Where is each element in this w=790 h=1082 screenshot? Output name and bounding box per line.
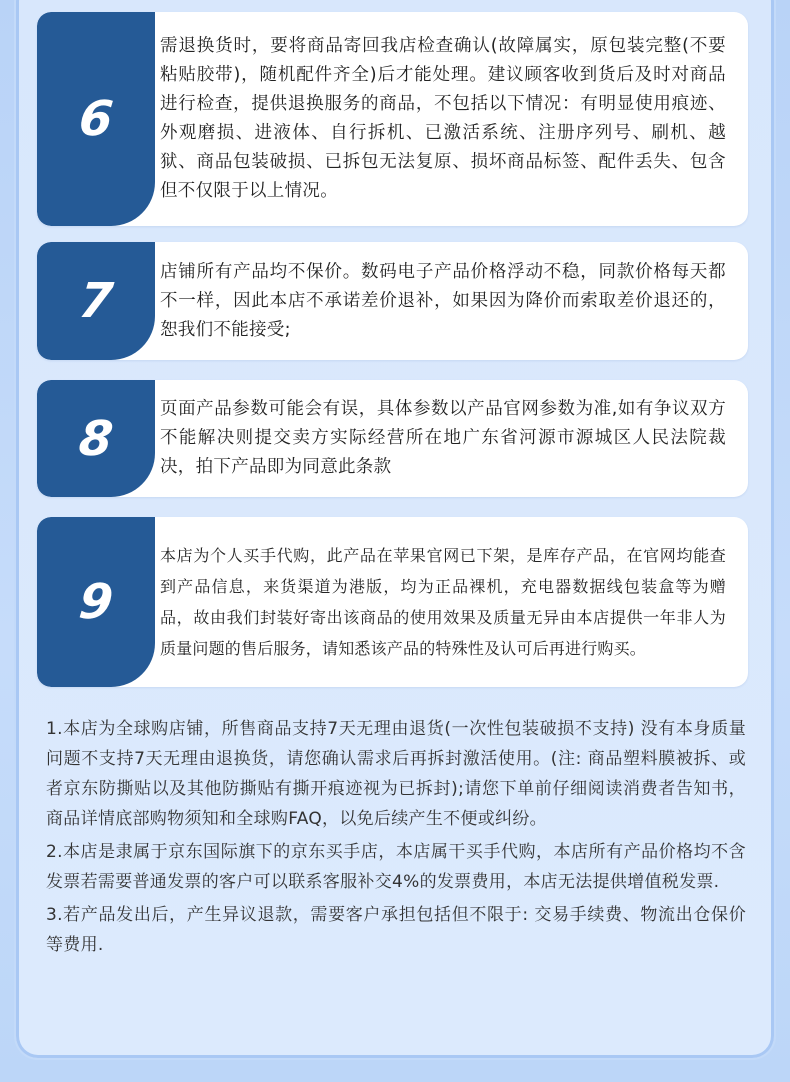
card-number: 6 — [76, 91, 116, 147]
card-text: 需退换货时，要将商品寄回我店检查确认(故障属实，原包装完整(不要粘贴胶带)，随机配件齐全)后才能处理。建议顾客收到货后及时对商品进行检查，提供退换服务的商品，不包括以下情况：有明显使用痕迹、外观磨损、进液体、自行拆机、已激活系统、注册序列号、刷机、越狱、商品包装破损、已拆包无法复原、损坏商品标签、配件丢失、包含但不仅限于以上情况。 — [160, 36, 726, 201]
card-text: 页面产品参数可能会有误，具体参数以产品官网参数为准,如有争议双方不能解决则提交卖方实际经营所在地广东省河源市源城区人民法院裁决，拍下产品即为同意此条款 — [160, 399, 726, 477]
policy-card-8 — [37, 380, 748, 497]
card-number: 7 — [76, 273, 116, 329]
card-text: 店铺所有产品均不保价。数码电子产品价格浮动不稳，同款价格每天都不一样，因此本店不承诺差价退补，如果因为降价而索取差价退还的，恕我们不能接受; — [160, 261, 726, 340]
note-2: 2.本店是隶属于京东国际旗下的京东买手店，本店属干买手代购，本店所有产品价格均不含发票若需要普通发票的客户可以联系客服补交4%的发票费用，本店无法提供增值税发票. — [46, 842, 746, 892]
notes-section — [46, 714, 746, 963]
card-number: 9 — [76, 574, 116, 630]
card-text: 本店为个人买手代购，此产品在苹果官网已下架，是库存产品，在官网均能查到产品信息，来货渠道为港版，均为正品裸机，充电器数据线包装盒等为赠品，故由我们封装好寄出该商品的使用效果及质量无异由本店提供一年非人为质量问题的售后服务，请知悉该产品的特殊性及认可后再进行购买。 — [160, 546, 726, 658]
note-1: 1.本店为全球购店铺，所售商品支持7天无理由退货(一次性包装破损不支持) 没有本身质量问题不支持7天无理由退换货，请您确认需求后再拆封激活使用。(注: 商品塑料膜被拆、或者京东防撕贴以及其他防撕贴有撕开痕迹视为已拆封);请您下单前仔细阅读消费者告知书，商品详情底部购物须知和全球购FAQ，以免后续产生不便或纠纷。 — [46, 719, 746, 829]
policy-card-6 — [37, 12, 748, 226]
card-number: 8 — [76, 410, 116, 467]
policy-card-9 — [37, 517, 748, 687]
note-3: 3.若产品发出后，产生异议退款，需要客户承担包括但不限于: 交易手续费、物流出仓保价等费用. — [46, 905, 746, 955]
policy-card-7 — [37, 242, 748, 360]
